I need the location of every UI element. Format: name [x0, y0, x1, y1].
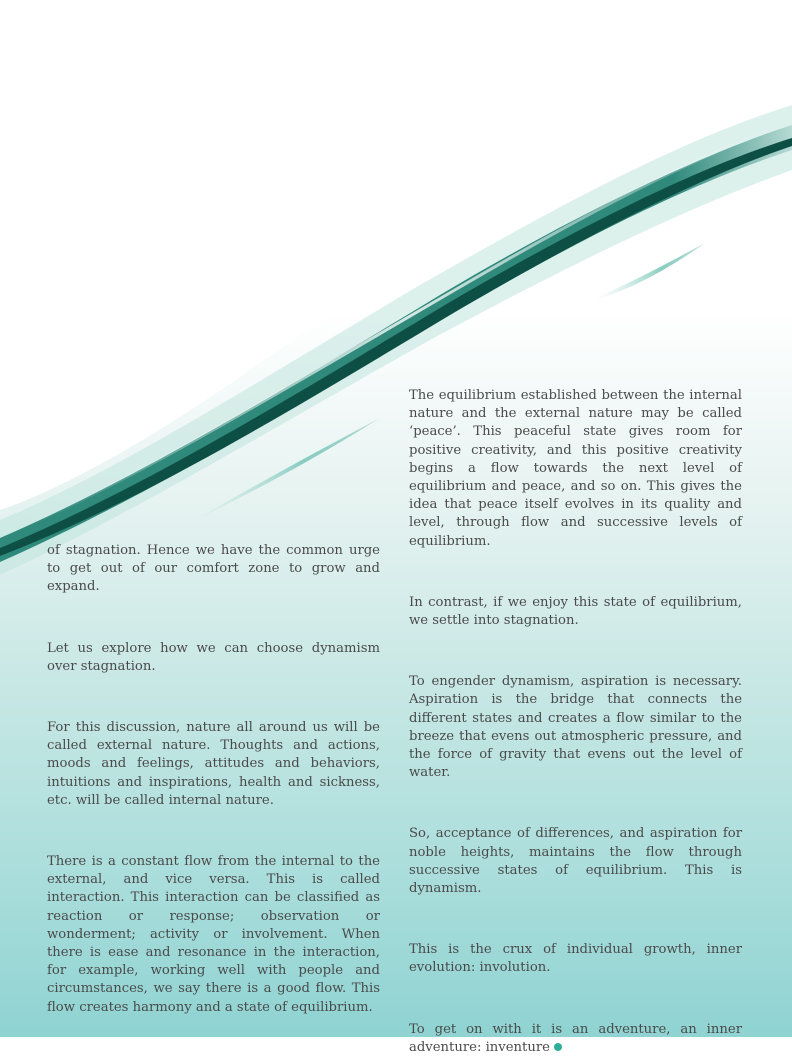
end-of-article-dot-icon — [554, 1043, 562, 1051]
left-text-column — [47, 542, 380, 1017]
paragraph: of stagnation. Hence we have the common urge to get out of our comfort zone to grow and expand. — [47, 543, 380, 595]
paragraph-text: To get on with it is an adventure, an inner adventure: inventure — [409, 1021, 742, 1055]
paragraph: So, acceptance of differences, and aspiration for noble heights, maintains the flow through successive states of equilibrium. This is dynamism. — [409, 826, 742, 897]
paragraph: In contrast, if we enjoy this state of equilibrium, we settle into stagnation. — [409, 594, 742, 629]
last-paragraph — [409, 1021, 742, 1057]
right-text-column — [409, 387, 742, 1057]
paragraph: To engender dynamism, aspiration is necessary. Aspiration is the bridge that connects the different states and creates a flow similar to the breeze that evens out atmospheric pressure, and the force of gravity that evens out the level of water. — [409, 674, 742, 781]
paragraph: This is the crux of individual growth, inner evolution: involution. — [409, 942, 742, 976]
paragraph: There is a constant flow from the internal to the external, and vice versa. This is called interaction. This interaction can be classified as reaction or response; observation or wonderment; activity or involvement. When there is ease and resonance in the interaction, for example, working well with people and circumstances, we say there is a good flow. This flow creates harmony and a state of equilibrium. — [47, 854, 380, 1015]
paragraph: Let us explore how we can choose dynamism over stagnation. — [47, 640, 380, 674]
paragraph: For this discussion, nature all around us will be called external nature. Thoughts and actions, moods and feelings, attitudes and behaviors, intuitions and inspirations, health and sickness, etc. will be called internal nature. — [47, 720, 380, 808]
paragraph: The equilibrium established between the internal nature and the external nature may be called ‘peace’. This peaceful state gives room for positive creativity, and this positive creativity begins a flow towards the next level of equilibrium and peace, and so on. This gives the idea that peace itself evolves in its quality and level, through flow and successive levels of equilibrium. — [409, 388, 742, 549]
